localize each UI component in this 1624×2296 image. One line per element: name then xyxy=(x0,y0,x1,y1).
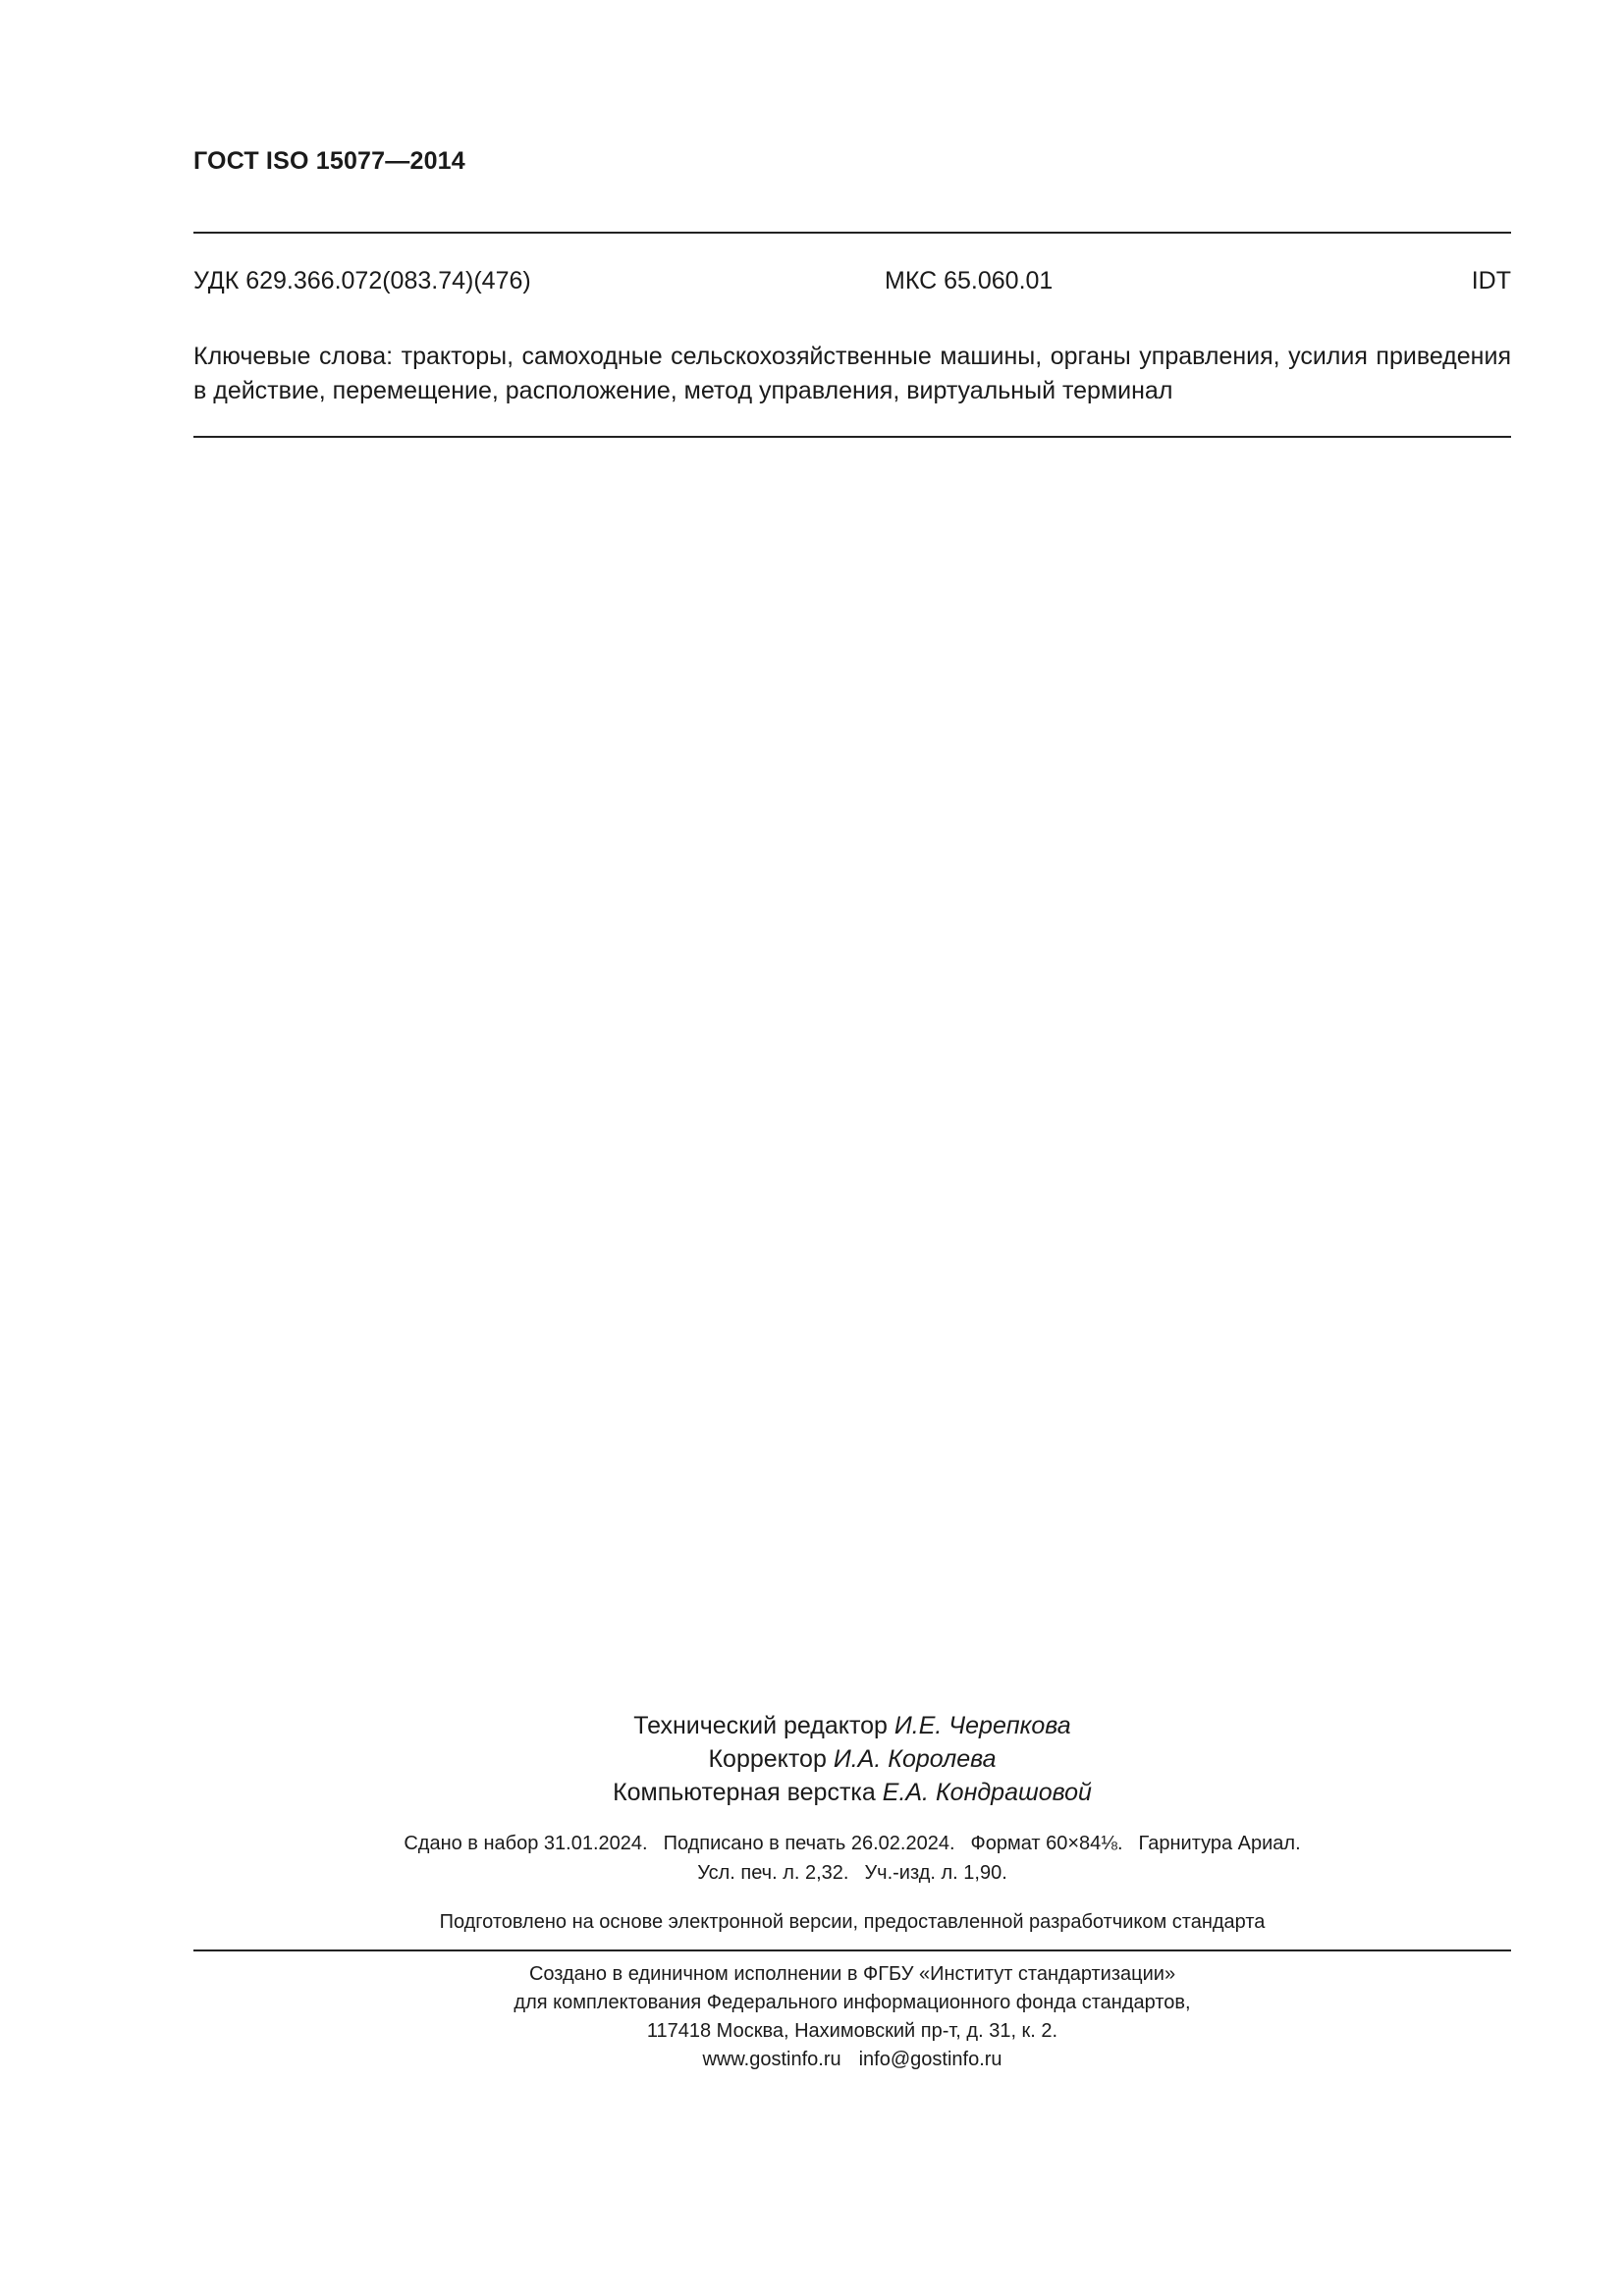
credit-proofreader xyxy=(193,1742,1511,1776)
divider-keywords xyxy=(193,436,1511,438)
standard-id: ГОСТ ISO 15077—2014 xyxy=(193,147,465,175)
credit-role: Технический редактор xyxy=(633,1712,888,1739)
signed-date: Подписано в печать 26.02.2024. xyxy=(663,1833,955,1854)
print-info-block xyxy=(193,1829,1511,1888)
credit-name: Е.А. Кондрашовой xyxy=(882,1779,1092,1806)
keywords-label: Ключевые слова: xyxy=(193,343,394,370)
publisher-address: 117418 Москва, Нахимовский пр-т, д. 31, к. 2. xyxy=(646,2020,1058,2042)
publisher-line-1: Создано в единичном исполнении в ФГБУ «Институт стандартизации» xyxy=(528,1963,1176,1985)
keywords-text: тракторы, самоходные сельскохозяйственные машины, органы управления, усилия приведения в действие, перемещение, расположение, метод управления, виртуальный терминал xyxy=(193,343,1511,404)
publisher-line-2: для комплектования Федерального информационного фонда стандартов, xyxy=(514,1992,1191,2013)
divider-bottom xyxy=(193,1949,1511,1951)
credits-block xyxy=(193,1709,1511,1809)
typeface: Гарнитура Ариал. xyxy=(1138,1833,1301,1854)
credit-role: Корректор xyxy=(708,1745,827,1773)
udk-code: УДК 629.366.072(083.74)(476) xyxy=(193,267,531,294)
publisher-website: www.gostinfo.ru xyxy=(702,2049,841,2070)
credit-role: Компьютерная верстка xyxy=(613,1779,876,1806)
publisher-contacts xyxy=(193,2046,1511,2074)
submitted-date: Сдано в набор 31.01.2024. xyxy=(404,1833,648,1854)
publisher-block xyxy=(193,1960,1511,2074)
credit-layout xyxy=(193,1776,1511,1809)
prepared-note: Подготовлено на основе электронной версии, предоставленной разработчиком стандарта xyxy=(439,1911,1266,1933)
credit-name: И.Е. Черепкова xyxy=(893,1712,1071,1739)
credit-name: И.А. Королева xyxy=(833,1745,997,1773)
print-sheets: Усл. печ. л. 2,32. xyxy=(697,1862,849,1884)
classification-row xyxy=(193,267,1511,300)
divider-top xyxy=(193,232,1511,234)
publishing-sheets: Уч.-изд. л. 1,90. xyxy=(864,1862,1007,1884)
print-info-line-1 xyxy=(193,1829,1511,1858)
keywords-paragraph xyxy=(193,340,1511,408)
publisher-email: info@gostinfo.ru xyxy=(858,2049,1002,2070)
print-info-line-2 xyxy=(193,1858,1511,1888)
mks-code: МКС 65.060.01 xyxy=(885,267,1054,294)
equivalence-code: IDT xyxy=(1471,267,1511,294)
paper-format: Формат 60×84⅛. xyxy=(970,1833,1123,1854)
credit-technical-editor xyxy=(193,1709,1511,1742)
